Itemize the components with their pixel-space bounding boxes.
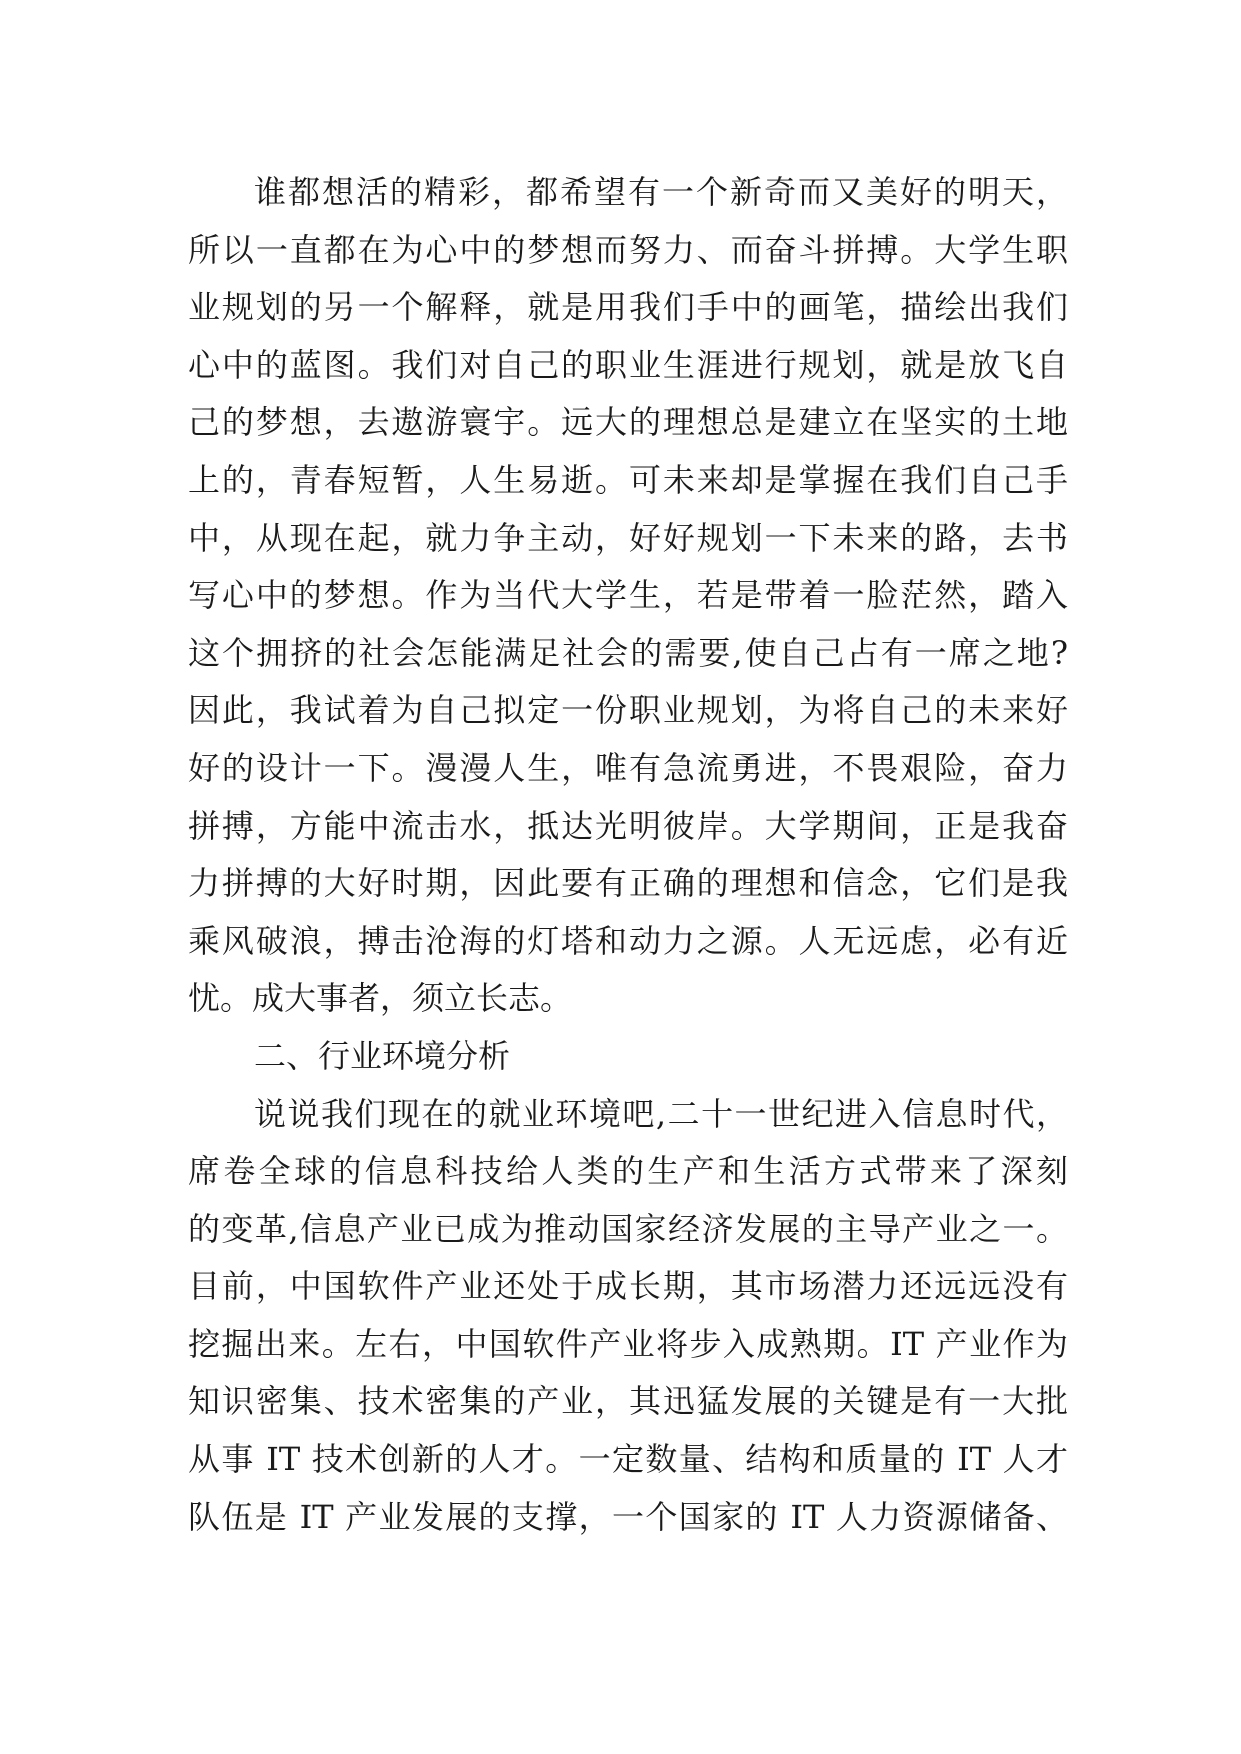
paragraph-line: 的变革,信息产业已成为推动国家经济发展的主导产业之一。 bbox=[188, 1209, 1068, 1248]
paragraph-line: 己的梦想，去遨游寰宇。远大的理想总是建立在坚实的土地 bbox=[188, 403, 1068, 442]
paragraph-line: 写心中的梦想。作为当代大学生，若是带着一脸茫然，踏入 bbox=[188, 576, 1068, 615]
document-body bbox=[188, 164, 1068, 1546]
paragraph-line: 挖掘出来。左右，中国软件产业将步入成熟期。IT 产业作为 bbox=[188, 1324, 1068, 1363]
paragraph-line: 忧。成大事者，须立长志。 bbox=[188, 979, 573, 1018]
paragraph-line: 从事 IT 技术创新的人才。一定数量、结构和质量的 IT 人才 bbox=[188, 1440, 1068, 1479]
paragraph-line: 谁都想活的精彩，都希望有一个新奇而又美好的明天， bbox=[254, 173, 1068, 211]
section-heading: 二、行业环境分析 bbox=[254, 1036, 511, 1075]
paragraph-line: 上的，青春短暂，人生易逝。可未来却是掌握在我们自己手 bbox=[188, 460, 1068, 499]
paragraph-line: 业规划的另一个解释，就是用我们手中的画笔，描绘出我们 bbox=[188, 288, 1068, 327]
paragraph-line: 乘风破浪，搏击沧海的灯塔和动力之源。人无远虑，必有近 bbox=[188, 921, 1068, 960]
paragraph-line: 目前，中国软件产业还处于成长期，其市场潜力还远远没有 bbox=[188, 1267, 1068, 1306]
paragraph-line: 席卷全球的信息科技给人类的生产和生活方式带来了深刻 bbox=[188, 1152, 1068, 1191]
paragraph-line: 因此，我试着为自己拟定一份职业规划，为将自己的未来好 bbox=[188, 691, 1068, 730]
paragraph-line: 说说我们现在的就业环境吧,二十一世纪进入信息时代， bbox=[254, 1094, 1068, 1133]
paragraph-line: 这个拥挤的社会怎能满足社会的需要,使自己占有一席之地? bbox=[188, 633, 1068, 672]
paragraph-line: 所以一直都在为心中的梦想而努力、而奋斗拼搏。大学生职 bbox=[188, 230, 1068, 269]
paragraph-line: 队伍是 IT 产业发展的支撑，一个国家的 IT 人力资源储备、 bbox=[188, 1497, 1068, 1536]
paragraph-line: 拼搏，方能中流击水，抵达光明彼岸。大学期间，正是我奋 bbox=[188, 806, 1068, 845]
paragraph-line: 力拼搏的大好时期，因此要有正确的理想和信念，它们是我 bbox=[188, 864, 1068, 903]
paragraph-line: 知识密集、技术密集的产业，其迅猛发展的关键是有一大批 bbox=[188, 1382, 1068, 1421]
paragraph-line: 中，从现在起，就力争主动，好好规划一下未来的路，去书 bbox=[188, 518, 1068, 557]
paragraph-line: 好的设计一下。漫漫人生，唯有急流勇进，不畏艰险，奋力 bbox=[188, 748, 1068, 787]
paragraph-line: 心中的蓝图。我们对自己的职业生涯进行规划，就是放飞自 bbox=[188, 345, 1068, 384]
